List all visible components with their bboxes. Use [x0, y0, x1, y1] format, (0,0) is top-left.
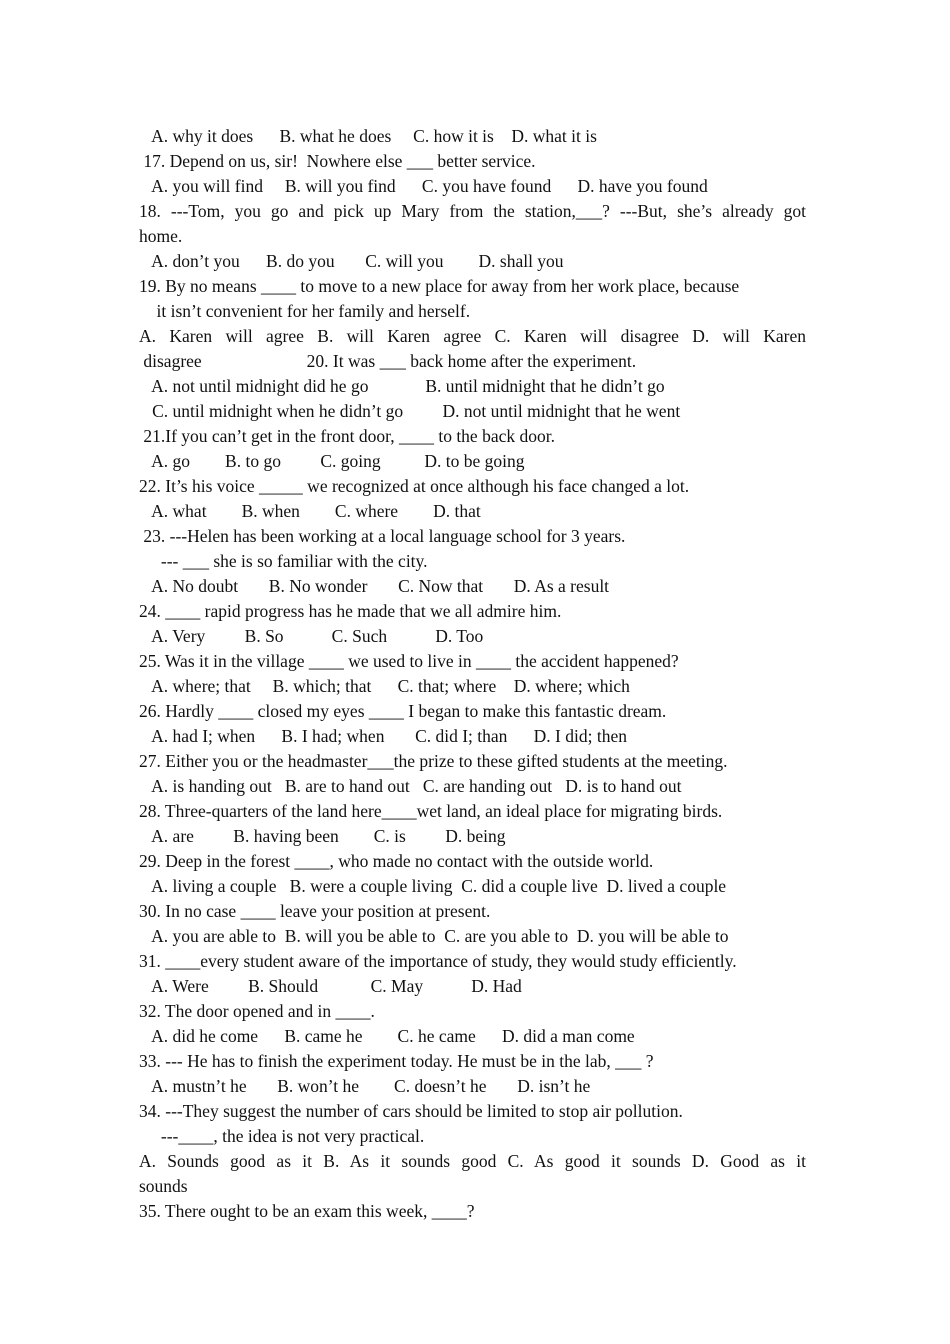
text-line: A. why it does B. what he does C. how it is D. what it is: [139, 126, 597, 146]
question-20: disagree 20. It was ___ back home after the experiment.: [139, 351, 637, 371]
question-34-cont: ---____, the idea is not very practical.: [139, 1126, 425, 1146]
options-23: A. No doubt B. No wonder C. Now that D. As a result: [139, 576, 610, 596]
options-19: A. Karen will agree B. will Karen agree C. Karen will disagree D. will Karen: [139, 326, 806, 346]
question-22: 22. It’s his voice _____ we recognized at once although his face changed a lot.: [139, 476, 690, 496]
question-34: 34. ---They suggest the number of cars should be limited to stop air pollution.: [139, 1101, 683, 1121]
options-32: A. did he come B. came he C. he came D. did a man come: [139, 1026, 635, 1046]
options-28: A. are B. having been C. is D. being: [139, 826, 506, 846]
options-27: A. is handing out B. are to hand out C. are handing out D. is to hand out: [139, 776, 682, 796]
question-25: 25. Was it in the village ____ we used to live in ____ the accident happened?: [139, 651, 679, 671]
question-17: 17. Depend on us, sir! Nowhere else ___ better service.: [139, 151, 536, 171]
question-19: 19. By no means ____ to move to a new place for away from her work place, because: [139, 276, 740, 296]
question-30: 30. In no case ____ leave your position at present.: [139, 901, 491, 921]
question-23-cont: --- ___ she is so familiar with the city.: [139, 551, 428, 571]
options-26: A. had I; when B. I had; when C. did I; than D. I did; then: [139, 726, 627, 746]
options-34-cont: sounds: [139, 1176, 188, 1196]
options-30: A. you are able to B. will you be able to C. are you able to D. you will be able to: [139, 926, 729, 946]
question-32: 32. The door opened and in ____.: [139, 1001, 375, 1021]
options-21: A. go B. to go C. going D. to be going: [139, 451, 525, 471]
options-20-ab: A. not until midnight did he go B. until midnight that he didn’t go: [139, 376, 665, 396]
options-34: A. Sounds good as it B. As it sounds good C. As good it sounds D. Good as it: [139, 1151, 806, 1171]
options-25: A. where; that B. which; that C. that; where D. where; which: [139, 676, 630, 696]
options-20-cd: C. until midnight when he didn’t go D. not until midnight that he went: [139, 401, 681, 421]
options-29: A. living a couple B. were a couple living C. did a couple live D. lived a couple: [139, 876, 727, 896]
options-33: A. mustn’t he B. won’t he C. doesn’t he D. isn’t he: [139, 1076, 591, 1096]
question-18: 18. ---Tom, you go and pick up Mary from the station,___? ---But, she’s already got: [139, 201, 806, 221]
options-18: A. don’t you B. do you C. will you D. shall you: [139, 251, 564, 271]
question-18-cont: home.: [139, 226, 183, 246]
question-27: 27. Either you or the headmaster___the prize to these gifted students at the meeting.: [139, 751, 728, 771]
question-19-cont: it isn’t convenient for her family and herself.: [139, 301, 471, 321]
options-17: A. you will find B. will you find C. you have found D. have you found: [139, 176, 708, 196]
question-23: 23. ---Helen has been working at a local language school for 3 years.: [139, 526, 626, 546]
question-24: 24. ____ rapid progress has he made that we all admire him.: [139, 601, 562, 621]
question-28: 28. Three-quarters of the land here____wet land, an ideal place for migrating birds.: [139, 801, 723, 821]
options-24: A. Very B. So C. Such D. Too: [139, 626, 484, 646]
question-33: 33. --- He has to finish the experiment today. He must be in the lab, ___ ?: [139, 1051, 654, 1071]
question-21: 21.If you can’t get in the front door, ____ to the back door.: [139, 426, 555, 446]
question-26: 26. Hardly ____ closed my eyes ____ I began to make this fantastic dream.: [139, 701, 667, 721]
question-35: 35. There ought to be an exam this week, ____?: [139, 1201, 475, 1221]
options-31: A. Were B. Should C. May D. Had: [139, 976, 522, 996]
options-22: A. what B. when C. where D. that: [139, 501, 481, 521]
question-29: 29. Deep in the forest ____, who made no contact with the outside world.: [139, 851, 654, 871]
question-31: 31. ____every student aware of the importance of study, they would study efficiently.: [139, 951, 737, 971]
